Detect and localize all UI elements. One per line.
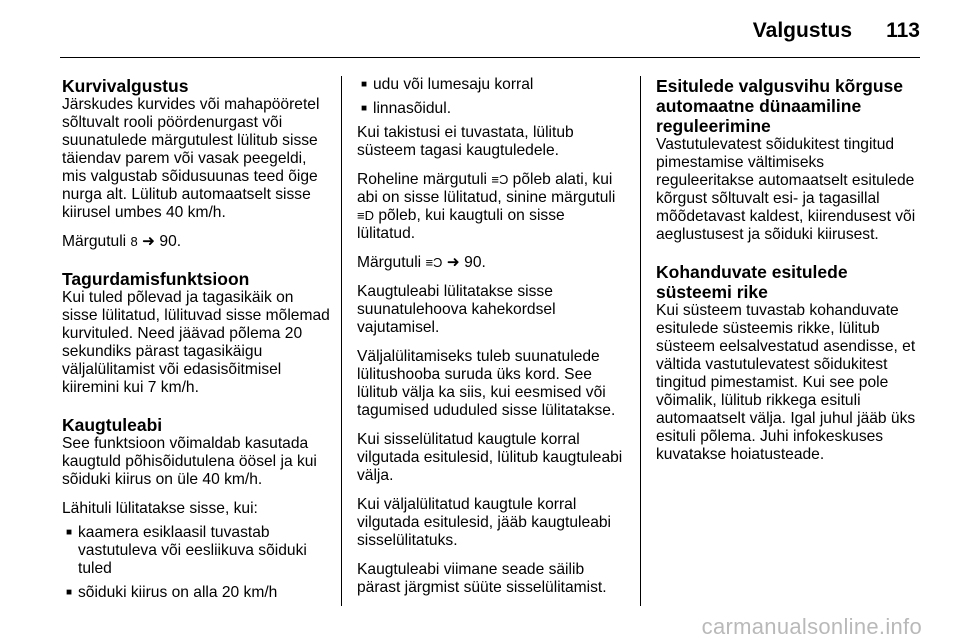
- list-item: ■ linnasõidul.: [357, 100, 625, 118]
- high-beam-assist-icon: ≡Ɔ: [425, 255, 443, 270]
- paragraph: Lähituli lülitatakse sisse, kui:: [62, 500, 258, 517]
- paragraph: Järskudes kurvides või mahapööretel sõltuvalt rooli pöördenurgast või suunatulede märgutulest lülitub sisse täiendav parem või vasak peegeldi, mis valgustab sõidusuunas teed õige nurga alt. Lülitub automaatselt sisse kiirusel umbes 40 km/h.: [62, 96, 320, 221]
- column-2: [357, 76, 625, 597]
- page-title: Valgustus: [752, 19, 852, 42]
- list-item: ■ udu või lumesaju korral: [357, 76, 625, 94]
- column-3: [656, 76, 926, 464]
- section-heading-headlight-range: Esitulede valgusvihu kõrguse automaatne dünaamiline reguleerimine: [656, 76, 904, 136]
- high-beam-assist-icon: ≡Ɔ: [491, 172, 509, 187]
- paragraph: Kaugtuleabi viimane seade säilib pärast järgmist süüte sisselülitamist.: [357, 561, 607, 596]
- section-heading-kurvivalgustus: Kurvivalgustus: [62, 76, 189, 96]
- bullet-list: [62, 524, 330, 602]
- paragraph: Kui sisselülitatud kaugtule korral vilgutada esitulesid, lülitub kaugtuleabi välja.: [357, 431, 623, 484]
- page-header: [0, 0, 960, 58]
- paragraph: Väljalülitamiseks tuleb suunatulede lülitushooba suruda üks kord. See lülitub välja ka siis, kui eesmised või tagumised ududuled sisse lülitatakse.: [357, 348, 616, 419]
- paragraph: Kui tuled põlevad ja tagasikäik on sisse lülitatud, lülituvad sisse mõlemad kurvituled. Need jäävad põlema 20 sekundiks pärast tagasikäigu väljalülitamist või edasisõitmisel kiiremini kui 7 km/h.: [62, 289, 330, 396]
- column-divider-2: [640, 76, 641, 606]
- section-heading-adaptive-fault: Kohanduvate esitulede süsteemi rike: [656, 262, 848, 302]
- page-number: 113: [886, 19, 920, 42]
- bullet-list: [357, 76, 625, 118]
- paragraph-indicators: Roheline märgutuli ≡Ɔ põleb alati, kui abi on sisse lülitatud, sinine märgutuli ≡D põleb, kui kaugtuli on sisse lülitatud.: [357, 171, 616, 242]
- header-rule: [60, 57, 920, 58]
- high-beam-icon: ≡D: [357, 208, 374, 223]
- paragraph: Vastutulevatest sõidukitest tingitud pimestamise vältimiseks reguleeritakse automaatselt esitulede kõrgust sõltuvalt esi- ja tagasillal mõõdetavast kaldest, kiirendusest või aeglustusest ja sõiduki kiirusest.: [656, 136, 916, 243]
- list-item: ■ sõiduki kiirus on alla 20 km/h: [62, 584, 330, 602]
- indicator-reference: Märgutuli ≡Ɔ ➜ 90.: [357, 254, 486, 271]
- indicator-reference: Märgutuli 8 ➜ 90.: [62, 233, 182, 250]
- section-heading-kaugtuleabi: Kaugtuleabi: [62, 415, 163, 435]
- section-heading-tagurdamisfunktsioon: Tagurdamisfunktsioon: [62, 269, 250, 289]
- cornering-light-icon: 8: [130, 234, 138, 249]
- column-1: [62, 76, 330, 608]
- paragraph: See funktsioon võimaldab kasutada kaugtuld põhisõidutulena öösel ja kui sõiduki kiirus on üle 40 km/h.: [62, 435, 317, 488]
- paragraph: Kui süsteem tuvastab kohanduvate esitulede süsteemis rikke, lülitub süsteem eelsalvestatud asendisse, et vältida vastutulevatest sõidukitest tingitud pimestamist. Kui see pole võimalik, lülitub rikkega esituli automaatselt välja. Igal juhul jääb üks esituli põlema. Juhi infokeskuses kuvatakse hoiatusteade.: [656, 302, 916, 463]
- watermark: carmanualsonline.info: [701, 614, 922, 639]
- column-divider-1: [341, 76, 342, 606]
- paragraph: Kui väljalülitatud kaugtule korral vilgutada esitulesid, jääb kaugtuleabi sisselülitatuks.: [357, 496, 612, 549]
- list-item: ■ kaamera esiklaasil tuvastab vastutuleva või eesliikuva sõiduki tuled: [62, 524, 330, 578]
- paragraph: Kui takistusi ei tuvastata, lülitub süsteem tagasi kaugtuledele.: [357, 124, 574, 159]
- paragraph: Kaugtuleabi lülitatakse sisse suunatulehoova kahekordsel vajutamisel.: [357, 283, 556, 336]
